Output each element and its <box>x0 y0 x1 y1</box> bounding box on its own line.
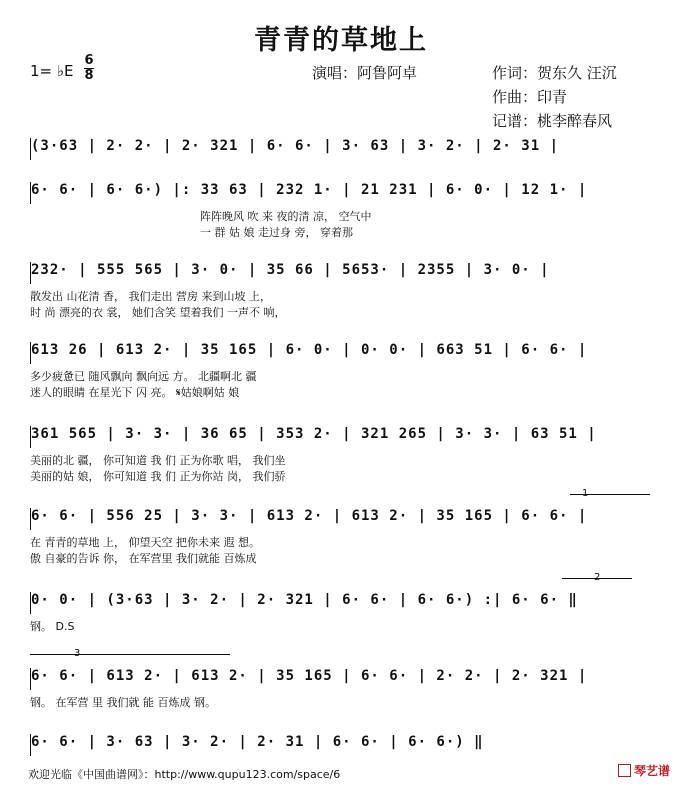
lyric-line-1: 钢。 D.S <box>30 620 75 633</box>
ending-bracket-2-line <box>562 578 632 579</box>
ending-bracket-1-line <box>570 494 650 495</box>
meter-top: 6 <box>84 53 94 68</box>
lyric-line-2: 一 群 姑 娘 走过身 旁， 穿着那 <box>200 226 353 239</box>
lyricist-credit: 作词：贺东久 汪沉 <box>492 64 617 82</box>
composer-credit: 作曲：印青 <box>492 88 568 106</box>
lyric-line-1: 在 青青的草地 上， 仰望天空 把你未来 遐 想。 <box>30 536 260 549</box>
meter-bottom: 8 <box>84 68 94 83</box>
lyric-line-1: 阵阵晚风 吹 来 夜的清 凉， 空气中 <box>200 210 372 223</box>
lyric-line-1: 美丽的北 疆， 你可知道 我 们 正为你歌 唱， 我们坐 <box>30 454 286 467</box>
site-logo[interactable] <box>618 762 670 779</box>
notes-row: 6· 6· | 556 25 | 3· 3· | 613 2· | 613 2· | 35 165 | 6· 6· | <box>30 508 653 530</box>
lyric-line-2: 美丽的姑 娘， 你可知道 我 们 正为你站 岗， 我们骄 <box>30 470 286 483</box>
lyric-line-2: 傲 自豪的告诉 你， 在军营里 我们就能 百炼成 <box>30 552 257 565</box>
lyric-line-2: 迷人的眼睛 在星光下 闪 亮。 𝄋姑娘啊姑 娘 <box>30 386 240 399</box>
notes-row: 361 565 | 3· 3· | 36 65 | 353 2· | 321 265 | 3· 3· | 63 51 | <box>30 426 653 448</box>
transcriber-credit: 记谱：桃李醉春风 <box>492 112 613 130</box>
lyric-line-1: 钢。 在军营 里 我们就 能 百炼成 钢。 <box>30 696 216 709</box>
logo-label: 琴艺谱 <box>633 764 670 778</box>
lyric-line-1: 散发出 山花清 香， 我们走出 营房 来到山坡 上， <box>30 290 271 303</box>
logo-icon <box>618 764 631 777</box>
notes-row: 6· 6· | 6· 6·) |: 33 63 | 232 1· | 21 231 | 6· 0· | 12 1· | <box>30 182 653 204</box>
notes-row: (3·63 | 2· 2· | 2· 321 | 6· 6· | 3· 63 | 3· 2· | 2· 31 | <box>30 138 653 160</box>
notes-row: 0· 0· | (3·63 | 3· 2· | 2· 321 | 6· 6· | 6· 6·) :| 6· 6· ‖ <box>30 592 653 614</box>
time-signature <box>84 55 94 82</box>
notes-row: 6· 6· | 3· 63 | 3· 2· | 2· 31 | 6· 6· | 6· 6·) ‖ <box>30 734 653 756</box>
key-signature: 1= ♭E <box>30 62 74 80</box>
notes-row: 232· | 555 565 | 3· 0· | 35 66 | 5653· | 2355 | 3· 0· | <box>30 262 653 284</box>
footer-text[interactable]: 欢迎光临《中国曲谱网》：http://www.qupu123.com/space/6 <box>28 768 341 781</box>
singer-credit: 演唱：阿鲁阿卓 <box>312 64 418 82</box>
lyric-line-1: 多少疲惫已 随风飘向 飘向远 方。 北疆啊北 疆 <box>30 370 257 383</box>
notes-row: 613 26 | 613 2· | 35 165 | 6· 0· | 0· 0· | 663 51 | 6· 6· | <box>30 342 653 364</box>
notes-row: 6· 6· | 613 2· | 613 2· | 35 165 | 6· 6· | 2· 2· | 2· 321 | <box>30 668 653 690</box>
song-title: 青青的草地上 <box>254 25 428 56</box>
lyric-line-2: 时 尚 漂亮的衣 裳， 她们含笑 望着我们 一声不 响， <box>30 306 286 319</box>
ending-bracket-3-line <box>30 654 230 655</box>
